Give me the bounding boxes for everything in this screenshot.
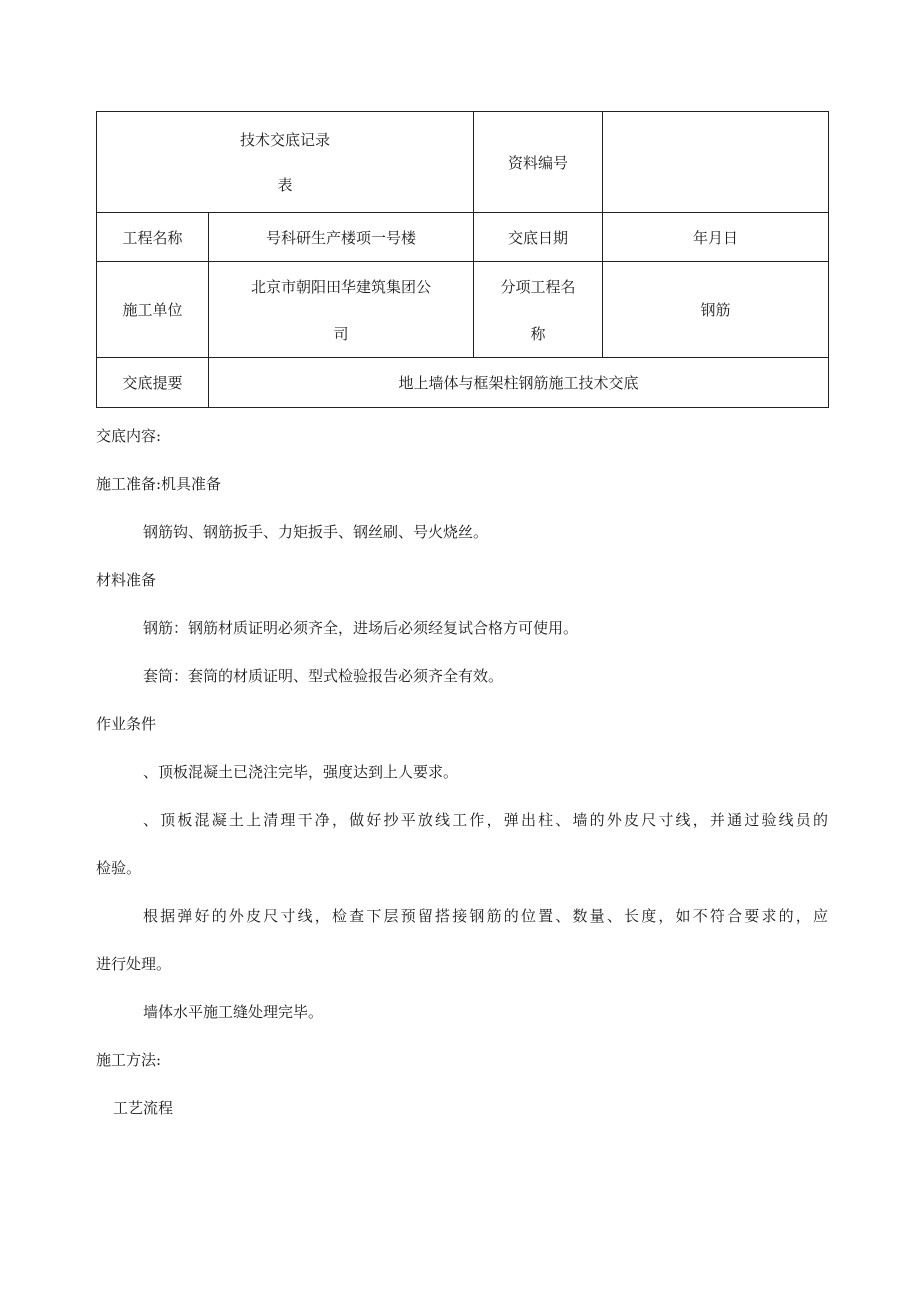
table-row	[97, 358, 829, 408]
project-name-value: 号科研生产楼项一号楼	[209, 213, 474, 262]
condition-4: 墙体水平施工缝处理完毕。	[143, 1003, 324, 1021]
material-rebar-paragraph: 钢筋：钢筋材质证明必须齐全，进场后必须经复试合格方可使用。	[143, 619, 579, 637]
condition-3-line1: 根据弹好的外皮尺寸线，检查下层预留搭接钢筋的位置、数量、长度，如不符合要求的，应	[143, 907, 828, 925]
conditions-heading: 作业条件	[96, 715, 157, 733]
project-name-label: 工程名称	[97, 213, 209, 262]
disclosure-content	[96, 420, 828, 1140]
prep-heading: 施工准备:机具准备	[96, 475, 222, 493]
table-title-cell	[97, 112, 474, 213]
subitem-label-line1: 分项工程名	[500, 277, 576, 296]
doc-no-label: 资料编号	[474, 112, 603, 213]
tools-paragraph: 钢筋钩、钢筋扳手、力矩扳手、钢丝刷、号火烧丝。	[143, 523, 489, 541]
contractor-value-line2: 司	[333, 324, 349, 343]
condition-2-line2: 检验。	[96, 859, 142, 877]
table-row	[97, 213, 829, 262]
contractor-label: 施工单位	[97, 262, 209, 358]
summary-label: 交底提要	[97, 358, 209, 408]
content-heading: 交底内容:	[96, 427, 162, 445]
contractor-value-cell	[209, 262, 474, 358]
subitem-value: 钢筋	[603, 262, 829, 358]
condition-3-line2: 进行处理。	[96, 955, 172, 973]
table-row	[97, 112, 829, 213]
contractor-value-line1: 北京市朝阳田华建筑集团公	[251, 277, 432, 296]
doc-no-value	[603, 112, 829, 213]
table-row	[97, 262, 829, 358]
method-heading: 施工方法:	[96, 1051, 162, 1069]
date-value: 年月日	[603, 213, 829, 262]
summary-value: 地上墙体与框架柱钢筋施工技术交底	[209, 358, 829, 408]
process-heading: 工艺流程	[113, 1099, 174, 1117]
condition-2-line1: 、顶板混凝土上清理干净，做好抄平放线工作，弹出柱、墙的外皮尺寸线，并通过验线员的	[143, 811, 828, 829]
condition-1: 、顶板混凝土已浇注完毕，强度达到上人要求。	[143, 763, 459, 781]
table-title-line1: 技术交底记录	[240, 131, 331, 149]
subitem-label-cell	[474, 262, 603, 358]
material-sleeve-paragraph: 套筒：套筒的材质证明、型式检验报告必须齐全有效。	[143, 667, 504, 685]
disclosure-record-table	[96, 111, 829, 408]
material-heading: 材料准备	[96, 571, 157, 589]
table-title-line2: 表	[277, 176, 293, 194]
date-label: 交底日期	[474, 213, 603, 262]
subitem-label-line2: 称	[530, 324, 546, 343]
